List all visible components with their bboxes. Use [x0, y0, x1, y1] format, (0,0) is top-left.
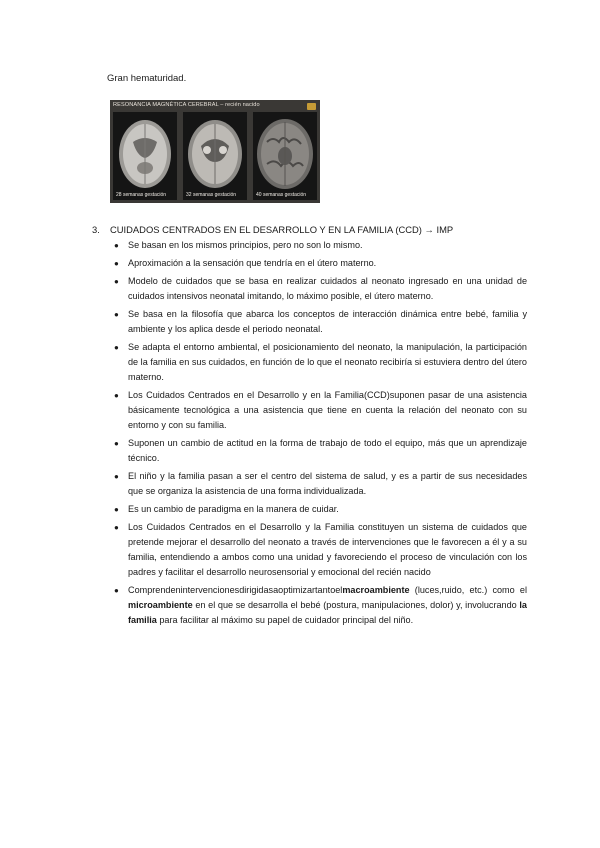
- section-title: CUIDADOS CENTRADOS EN EL DESARROLLO Y EN LA FAMILIA (CCD) → IMP: [110, 224, 454, 235]
- brain-scan-40: [253, 112, 317, 200]
- bullet-icon: ●: [114, 277, 119, 286]
- familia-term: la familia: [128, 600, 527, 625]
- bullet-icon: ●: [114, 523, 119, 532]
- list-item: ● Suponen un cambio de actitud en la forma de trabajo de todo el equipo, más que un aprendizaje técnico.: [114, 438, 527, 463]
- section-number: 3.: [92, 224, 100, 235]
- logo-icon: [307, 103, 316, 110]
- list-item: ● Es un cambio de paradigma en la manera de cuidar.: [128, 502, 527, 517]
- list-item: ● El niño y la familia pasan a ser el centro del sistema de salud, y es a partir de sus necesidades que se organiza la asistencia de una forma individualizada.: [114, 471, 527, 496]
- caption-28: 28 semanas gestación: [116, 192, 167, 198]
- bullet-icon: ●: [114, 241, 119, 250]
- section-heading: [92, 224, 453, 235]
- bullet-list: [114, 238, 527, 631]
- list-item: ● Modelo de cuidados que se basa en realizar cuidados al neonato ingresado en una unidad de cuidados intensivos neonatal imitando, lo máximo posible, el útero materno.: [114, 276, 527, 301]
- bullet-icon: ●: [114, 259, 119, 268]
- list-item: ● Se basa en la filosofía que abarca los conceptos de interacción dinámica entre bebé, familia y ambiente y los aplica desde el periodo neonatal.: [114, 309, 527, 334]
- list-item: ● Se basan en los mismos principios, pero no son lo mismo.: [128, 238, 527, 253]
- caption-32: 32 semanas gestación: [186, 192, 237, 198]
- list-item: ● Aproximación a la sensación que tendría en el útero materno.: [128, 256, 527, 271]
- bullet-icon: ●: [114, 505, 119, 514]
- caption-40: 40 semanas gestación: [256, 192, 307, 198]
- list-item: ● Se adapta el entorno ambiental, el posicionamiento del neonato, la manipulación, la participación de la familia en sus cuidados, en función de lo que el neonato recibiría si estuviera dentro del útero materno.: [114, 342, 527, 382]
- brain-scan-28: [113, 112, 177, 200]
- bullet-icon: ●: [114, 343, 119, 352]
- list-item-environment: ● Comprendenintervencionesdirigidasaoptimizartantoelmacroambiente (luces,ruido, etc.) como el microambiente en el que se desarrolla el bebé (postura, manipulaciones, dolor) y, involucrando la familia para facilitar al máximo su papel de cuidador principal del niño.: [114, 585, 527, 625]
- figure-title: RESONANCIA MAGNÉTICA CEREBRAL – recién nacido: [113, 102, 260, 108]
- list-item: ● Los Cuidados Centrados en el Desarrollo y la Familia constituyen un sistema de cuidados que pretende mejorar el desarrollo del neonato a través de intervenciones que le favorecen a él y a su familia, entendiendo a ambos como una unidad y favoreciendo el proceso de vinculación con los padres y facilitar el desarrollo neurosensorial y emocional del recién nacido: [114, 522, 527, 577]
- bullet-icon: ●: [114, 391, 119, 400]
- brain-scan-32: [183, 112, 247, 200]
- mri-figure: [110, 100, 320, 203]
- intro-text: Gran hematuridad.: [107, 73, 187, 84]
- bullet-icon: ●: [114, 439, 119, 448]
- microambiente-term: microambiente: [128, 600, 193, 610]
- bullet-icon: ●: [114, 586, 119, 595]
- bullet-icon: ●: [114, 310, 119, 319]
- macroambiente-term: macroambiente: [342, 585, 410, 595]
- bullet-icon: ●: [114, 472, 119, 481]
- list-item: ● Los Cuidados Centrados en el Desarrollo y en la Familia(CCD)suponen pasar de una asistencia básicamente tecnológica a una asistencia que tiene en cuenta la relación del neonato con su entorno y con su familia.: [114, 390, 527, 430]
